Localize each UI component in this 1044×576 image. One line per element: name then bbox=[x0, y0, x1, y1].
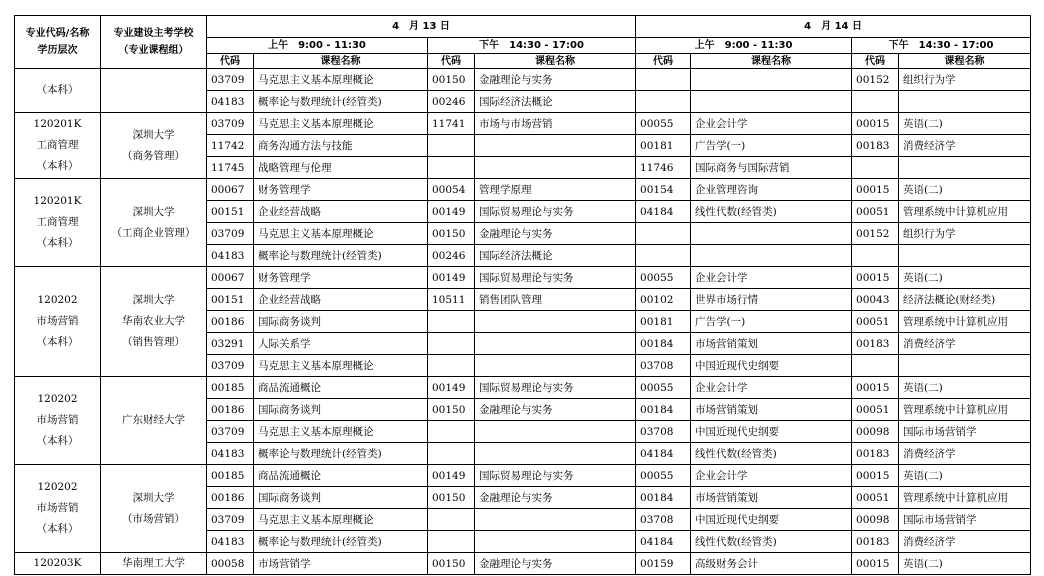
apr14-pm-code: 00015 bbox=[852, 553, 899, 575]
apr14-am-course: 中国近现代史纲要 bbox=[691, 355, 852, 377]
apr14-pm-code bbox=[852, 245, 899, 267]
apr14-pm-course: 英语(二) bbox=[899, 113, 1031, 135]
table-row bbox=[15, 465, 1031, 487]
apr14-pm-code: 00051 bbox=[852, 311, 899, 333]
code-column-header: 代码 bbox=[428, 54, 475, 69]
major-line: 120203K bbox=[33, 557, 82, 569]
apr13-pm-code bbox=[428, 421, 475, 443]
apr14-am-course: 高级财务会计 bbox=[691, 553, 852, 575]
major-line: （本科） bbox=[36, 84, 79, 96]
apr13-am-code: 00151 bbox=[207, 289, 254, 311]
apr14-pm-code bbox=[852, 355, 899, 377]
apr13-pm-code: 00150 bbox=[428, 399, 475, 421]
apr14-pm-course: 管理系统中计算机应用 bbox=[899, 487, 1031, 509]
apr13-am-code: 03709 bbox=[207, 421, 254, 443]
apr14-pm-course: 经济法概论(财经类) bbox=[899, 289, 1031, 311]
apr13-am-code: 03291 bbox=[207, 333, 254, 355]
school-line: 华南理工大学 bbox=[122, 557, 185, 569]
table-row bbox=[15, 267, 1031, 289]
school-cell bbox=[101, 377, 207, 465]
apr14-am-code: 00055 bbox=[636, 113, 691, 135]
apr14-pm-course: 管理系统中计算机应用 bbox=[899, 399, 1031, 421]
apr14-am-code: 00184 bbox=[636, 399, 691, 421]
major-line: 120202 bbox=[37, 294, 78, 306]
apr14-am-course: 企业会计学 bbox=[691, 377, 852, 399]
school-line: 广东财经大学 bbox=[122, 414, 185, 426]
apr13-am-course: 马克思主义基本原理概论 bbox=[254, 69, 428, 91]
apr14-pm-course: 英语(二) bbox=[899, 553, 1031, 575]
apr14-am-course: 广告学(一) bbox=[691, 135, 852, 157]
apr13-pm-course: 国际经济法概论 bbox=[475, 91, 636, 113]
school-header-line-1: 专业建设主考学校 bbox=[113, 28, 194, 39]
day-header-apr-13: 4 月 13 日 bbox=[207, 16, 636, 38]
apr14-pm-course: 消费经济学 bbox=[899, 333, 1031, 355]
apr13-am-course: 财务管理学 bbox=[254, 267, 428, 289]
apr13-am-code: 03709 bbox=[207, 223, 254, 245]
apr13-am-course: 概率论与数理统计(经管类) bbox=[254, 91, 428, 113]
apr13-am-code: 00185 bbox=[207, 465, 254, 487]
course-name-column-header: 课程名称 bbox=[899, 54, 1031, 69]
school-line: 深圳大学 bbox=[132, 294, 175, 306]
apr13-am-code: 03709 bbox=[207, 69, 254, 91]
apr14-pm-code: 00015 bbox=[852, 113, 899, 135]
apr13-am-code: 04183 bbox=[207, 245, 254, 267]
apr14-pm-code: 00183 bbox=[852, 531, 899, 553]
major-line: 市场营销 bbox=[36, 315, 79, 327]
apr13-am-code: 00067 bbox=[207, 267, 254, 289]
apr13-am-code: 00067 bbox=[207, 179, 254, 201]
apr14-pm-course bbox=[899, 157, 1031, 179]
apr13-pm-code: 00149 bbox=[428, 465, 475, 487]
apr13-am-course: 马克思主义基本原理概论 bbox=[254, 421, 428, 443]
school-column-header bbox=[101, 16, 207, 69]
apr14-pm-code: 00015 bbox=[852, 377, 899, 399]
apr13-pm-course bbox=[475, 531, 636, 553]
apr14-pm-code: 00043 bbox=[852, 289, 899, 311]
apr13-pm-course: 国际贸易理论与实务 bbox=[475, 377, 636, 399]
apr14-pm-code: 00051 bbox=[852, 399, 899, 421]
apr13-pm-course: 金融理论与实务 bbox=[475, 553, 636, 575]
apr14-am-course bbox=[691, 91, 852, 113]
code-column-header: 代码 bbox=[636, 54, 691, 69]
apr14-am-course: 市场营销策划 bbox=[691, 333, 852, 355]
apr14-pm-course: 管理系统中计算机应用 bbox=[899, 311, 1031, 333]
exam-schedule-table bbox=[14, 15, 1031, 575]
apr13-pm-course bbox=[475, 333, 636, 355]
apr13-pm-code: 00150 bbox=[428, 69, 475, 91]
apr14-pm-code: 00051 bbox=[852, 487, 899, 509]
table-row bbox=[15, 553, 1031, 575]
apr14-pm-code: 00098 bbox=[852, 509, 899, 531]
apr13-am-code: 11745 bbox=[207, 157, 254, 179]
apr13-am-code: 11742 bbox=[207, 135, 254, 157]
major-line: （本科） bbox=[36, 435, 79, 447]
apr14-pm-code: 00015 bbox=[852, 267, 899, 289]
major-cell bbox=[15, 465, 101, 553]
apr14-pm-code: 00183 bbox=[852, 443, 899, 465]
apr13-pm-course: 国际贸易理论与实务 bbox=[475, 267, 636, 289]
apr13-am-course: 人际关系学 bbox=[254, 333, 428, 355]
apr13-pm-code bbox=[428, 157, 475, 179]
school-line: （销售管理） bbox=[122, 336, 185, 348]
apr14-pm-course: 消费经济学 bbox=[899, 531, 1031, 553]
apr14-pm-course: 消费经济学 bbox=[899, 443, 1031, 465]
apr13-pm-course: 金融理论与实务 bbox=[475, 399, 636, 421]
apr13-pm-course bbox=[475, 509, 636, 531]
apr13-pm-code: 00246 bbox=[428, 245, 475, 267]
major-header-line-2: 学历层次 bbox=[37, 45, 78, 56]
apr14-am-code: 00184 bbox=[636, 487, 691, 509]
major-line: 120202 bbox=[37, 481, 78, 493]
table-header bbox=[15, 16, 1031, 69]
apr14-pm-course: 英语(二) bbox=[899, 465, 1031, 487]
table-row bbox=[15, 179, 1031, 201]
apr13-am-course: 概率论与数理统计(经管类) bbox=[254, 531, 428, 553]
major-cell bbox=[15, 267, 101, 377]
apr14-am-course: 市场营销策划 bbox=[691, 487, 852, 509]
apr14-am-code: 04184 bbox=[636, 531, 691, 553]
apr13-pm-course bbox=[475, 421, 636, 443]
table-row bbox=[15, 113, 1031, 135]
apr13-pm-code bbox=[428, 311, 475, 333]
school-line: （工商企业管理） bbox=[111, 226, 196, 239]
apr13-pm-code bbox=[428, 443, 475, 465]
apr14-pm-course: 英语(二) bbox=[899, 377, 1031, 399]
school-header-line-2: （专业课程组） bbox=[118, 45, 189, 56]
apr13-am-code: 03709 bbox=[207, 113, 254, 135]
apr14-am-code: 00102 bbox=[636, 289, 691, 311]
apr13-pm-code bbox=[428, 135, 475, 157]
apr13-pm-code: 00150 bbox=[428, 223, 475, 245]
major-line: （本科） bbox=[36, 237, 79, 249]
apr13-pm-course bbox=[475, 157, 636, 179]
apr14-am-course: 市场营销策划 bbox=[691, 399, 852, 421]
apr14-am-course: 中国近现代史纲要 bbox=[691, 509, 852, 531]
school-line: 深圳大学 bbox=[132, 491, 175, 504]
apr14-pm-code: 00152 bbox=[852, 223, 899, 245]
major-line: 市场营销 bbox=[36, 414, 79, 426]
apr14-am-code bbox=[636, 91, 691, 113]
apr13-pm-course bbox=[475, 355, 636, 377]
apr13-am-code: 00058 bbox=[207, 553, 254, 575]
apr14-pm-code: 00183 bbox=[852, 135, 899, 157]
apr14-pm-course: 组织行为学 bbox=[899, 69, 1031, 91]
apr14-am-code: 00184 bbox=[636, 333, 691, 355]
school-cell bbox=[101, 553, 207, 575]
session-header-apr13-morning: 上午 9:00 - 11:30 bbox=[207, 38, 428, 54]
major-line: （本科） bbox=[36, 336, 79, 348]
apr14-am-code: 00154 bbox=[636, 179, 691, 201]
apr14-am-course: 企业会计学 bbox=[691, 267, 852, 289]
apr13-am-course: 企业经营战略 bbox=[254, 201, 428, 223]
apr13-am-code: 04183 bbox=[207, 531, 254, 553]
apr13-am-course: 国际商务谈判 bbox=[254, 399, 428, 421]
apr14-am-code: 00055 bbox=[636, 377, 691, 399]
apr14-am-code: 00181 bbox=[636, 135, 691, 157]
apr14-am-code: 00055 bbox=[636, 267, 691, 289]
apr14-am-code: 03708 bbox=[636, 509, 691, 531]
apr13-am-course: 马克思主义基本原理概论 bbox=[254, 355, 428, 377]
apr14-am-code bbox=[636, 245, 691, 267]
school-cell bbox=[101, 179, 207, 267]
course-name-column-header: 课程名称 bbox=[254, 54, 428, 69]
session-header-apr14-morning: 上午 9:00 - 11:30 bbox=[636, 38, 852, 54]
apr13-pm-code: 00149 bbox=[428, 377, 475, 399]
apr13-pm-course: 金融理论与实务 bbox=[475, 223, 636, 245]
apr14-pm-course: 英语(二) bbox=[899, 179, 1031, 201]
major-line: 120201K bbox=[33, 118, 82, 130]
apr13-am-code: 00186 bbox=[207, 399, 254, 421]
apr14-pm-course: 国际市场营销学 bbox=[899, 421, 1031, 443]
apr14-pm-code: 00015 bbox=[852, 179, 899, 201]
apr13-am-course: 企业经营战略 bbox=[254, 289, 428, 311]
apr14-pm-code: 00051 bbox=[852, 201, 899, 223]
apr13-am-course: 马克思主义基本原理概论 bbox=[254, 223, 428, 245]
apr14-am-course bbox=[691, 223, 852, 245]
apr14-pm-code: 00152 bbox=[852, 69, 899, 91]
apr14-am-code: 04184 bbox=[636, 443, 691, 465]
apr13-am-code: 04183 bbox=[207, 91, 254, 113]
major-header-line-1: 专业代码/名称 bbox=[25, 28, 90, 39]
apr14-am-code: 04184 bbox=[636, 201, 691, 223]
apr14-am-code: 00181 bbox=[636, 311, 691, 333]
major-cell bbox=[15, 179, 101, 267]
apr13-am-course: 商品流通概论 bbox=[254, 377, 428, 399]
school-line: （市场营销） bbox=[122, 512, 185, 525]
apr14-am-code bbox=[636, 223, 691, 245]
major-line: （本科） bbox=[36, 523, 79, 535]
apr13-pm-course: 金融理论与实务 bbox=[475, 69, 636, 91]
code-column-header: 代码 bbox=[207, 54, 254, 69]
apr14-am-course: 线性代数(经管类) bbox=[691, 201, 852, 223]
apr14-am-code: 03708 bbox=[636, 421, 691, 443]
apr13-pm-course: 管理学原理 bbox=[475, 179, 636, 201]
apr14-am-code: 00055 bbox=[636, 465, 691, 487]
apr14-pm-course bbox=[899, 355, 1031, 377]
apr13-am-course: 战略管理与伦理 bbox=[254, 157, 428, 179]
apr13-pm-code bbox=[428, 355, 475, 377]
apr13-am-code: 00186 bbox=[207, 311, 254, 333]
major-line: （本科） bbox=[36, 160, 79, 172]
apr13-am-code: 00186 bbox=[207, 487, 254, 509]
major-cell bbox=[15, 553, 101, 575]
apr13-pm-code: 00246 bbox=[428, 91, 475, 113]
apr14-am-course: 线性代数(经管类) bbox=[691, 443, 852, 465]
school-cell bbox=[101, 113, 207, 179]
apr13-pm-code: 00149 bbox=[428, 267, 475, 289]
code-column-header: 代码 bbox=[852, 54, 899, 69]
apr13-am-course: 财务管理学 bbox=[254, 179, 428, 201]
apr13-pm-course: 市场与市场营销 bbox=[475, 113, 636, 135]
apr14-pm-code: 00183 bbox=[852, 333, 899, 355]
apr13-pm-course bbox=[475, 311, 636, 333]
apr13-pm-code bbox=[428, 333, 475, 355]
apr13-pm-code bbox=[428, 531, 475, 553]
school-line: 深圳大学 bbox=[132, 128, 175, 141]
apr13-pm-code: 00150 bbox=[428, 553, 475, 575]
table-row bbox=[15, 69, 1031, 91]
school-cell bbox=[101, 267, 207, 377]
day-header-apr-14: 4 月 14 日 bbox=[636, 16, 1031, 38]
major-cell bbox=[15, 377, 101, 465]
apr13-pm-code: 10511 bbox=[428, 289, 475, 311]
apr13-am-course: 国际商务谈判 bbox=[254, 487, 428, 509]
apr14-am-course: 企业会计学 bbox=[691, 465, 852, 487]
apr14-am-course: 国际商务与国际营销 bbox=[691, 157, 852, 179]
session-header-apr14-afternoon: 下午 14:30 - 17:00 bbox=[852, 38, 1031, 54]
apr13-pm-course: 国际贸易理论与实务 bbox=[475, 201, 636, 223]
apr14-am-code bbox=[636, 69, 691, 91]
apr14-am-course bbox=[691, 69, 852, 91]
apr14-pm-course: 英语(二) bbox=[899, 267, 1031, 289]
major-line: 工商管理 bbox=[36, 216, 79, 228]
apr13-pm-code: 00054 bbox=[428, 179, 475, 201]
apr14-am-code: 00159 bbox=[636, 553, 691, 575]
schedule-body bbox=[15, 69, 1031, 575]
major-line: 工商管理 bbox=[36, 139, 79, 151]
apr14-pm-course: 消费经济学 bbox=[899, 135, 1031, 157]
apr13-am-course: 马克思主义基本原理概论 bbox=[254, 113, 428, 135]
apr13-am-course: 国际商务谈判 bbox=[254, 311, 428, 333]
apr14-pm-course bbox=[899, 91, 1031, 113]
apr14-am-course: 中国近现代史纲要 bbox=[691, 421, 852, 443]
apr13-am-code: 04183 bbox=[207, 443, 254, 465]
major-line: 120201K bbox=[33, 195, 82, 207]
apr13-am-course: 概率论与数理统计(经管类) bbox=[254, 245, 428, 267]
apr13-am-course: 市场营销学 bbox=[254, 553, 428, 575]
apr14-am-course: 企业会计学 bbox=[691, 113, 852, 135]
apr14-pm-code bbox=[852, 91, 899, 113]
apr14-pm-course: 国际市场营销学 bbox=[899, 509, 1031, 531]
apr13-pm-course bbox=[475, 135, 636, 157]
apr13-am-code: 00185 bbox=[207, 377, 254, 399]
apr13-pm-code: 11741 bbox=[428, 113, 475, 135]
apr14-pm-course: 组织行为学 bbox=[899, 223, 1031, 245]
apr13-pm-course: 金融理论与实务 bbox=[475, 487, 636, 509]
apr13-pm-course bbox=[475, 443, 636, 465]
apr13-pm-course: 国际贸易理论与实务 bbox=[475, 465, 636, 487]
apr14-am-code: 11746 bbox=[636, 157, 691, 179]
apr13-am-code: 03709 bbox=[207, 355, 254, 377]
school-cell bbox=[101, 465, 207, 553]
major-column-header bbox=[15, 16, 101, 69]
course-name-column-header: 课程名称 bbox=[691, 54, 852, 69]
apr13-pm-course: 国际经济法概论 bbox=[475, 245, 636, 267]
apr13-pm-course: 销售团队管理 bbox=[475, 289, 636, 311]
apr14-pm-course: 管理系统中计算机应用 bbox=[899, 201, 1031, 223]
apr14-am-course: 企业管理咨询 bbox=[691, 179, 852, 201]
apr13-pm-code: 00150 bbox=[428, 487, 475, 509]
apr14-pm-code: 00015 bbox=[852, 465, 899, 487]
apr14-am-course: 广告学(一) bbox=[691, 311, 852, 333]
apr14-am-code: 03708 bbox=[636, 355, 691, 377]
exam-schedule-sheet bbox=[14, 15, 1031, 575]
apr14-pm-code bbox=[852, 157, 899, 179]
school-line: 华南农业大学 bbox=[122, 315, 185, 327]
school-line: （商务管理） bbox=[122, 149, 185, 162]
major-cell bbox=[15, 69, 101, 113]
session-header-apr13-afternoon: 下午 14:30 - 17:00 bbox=[428, 38, 636, 54]
apr13-am-course: 商务沟通方法与技能 bbox=[254, 135, 428, 157]
apr13-am-course: 商品流通概论 bbox=[254, 465, 428, 487]
apr14-am-course: 世界市场行情 bbox=[691, 289, 852, 311]
apr14-am-course bbox=[691, 245, 852, 267]
table-row bbox=[15, 377, 1031, 399]
school-line: 深圳大学 bbox=[132, 205, 175, 218]
apr14-pm-course bbox=[899, 245, 1031, 267]
apr13-pm-code bbox=[428, 509, 475, 531]
apr13-am-code: 00151 bbox=[207, 201, 254, 223]
apr13-pm-code: 00149 bbox=[428, 201, 475, 223]
major-line: 120202 bbox=[37, 393, 78, 405]
course-name-column-header: 课程名称 bbox=[475, 54, 636, 69]
school-cell bbox=[101, 69, 207, 113]
apr14-pm-code: 00098 bbox=[852, 421, 899, 443]
major-line: 市场营销 bbox=[36, 502, 79, 514]
major-cell bbox=[15, 113, 101, 179]
apr14-am-course: 线性代数(经管类) bbox=[691, 531, 852, 553]
apr13-am-code: 03709 bbox=[207, 509, 254, 531]
apr13-am-course: 概率论与数理统计(经管类) bbox=[254, 443, 428, 465]
apr13-am-course: 马克思主义基本原理概论 bbox=[254, 509, 428, 531]
